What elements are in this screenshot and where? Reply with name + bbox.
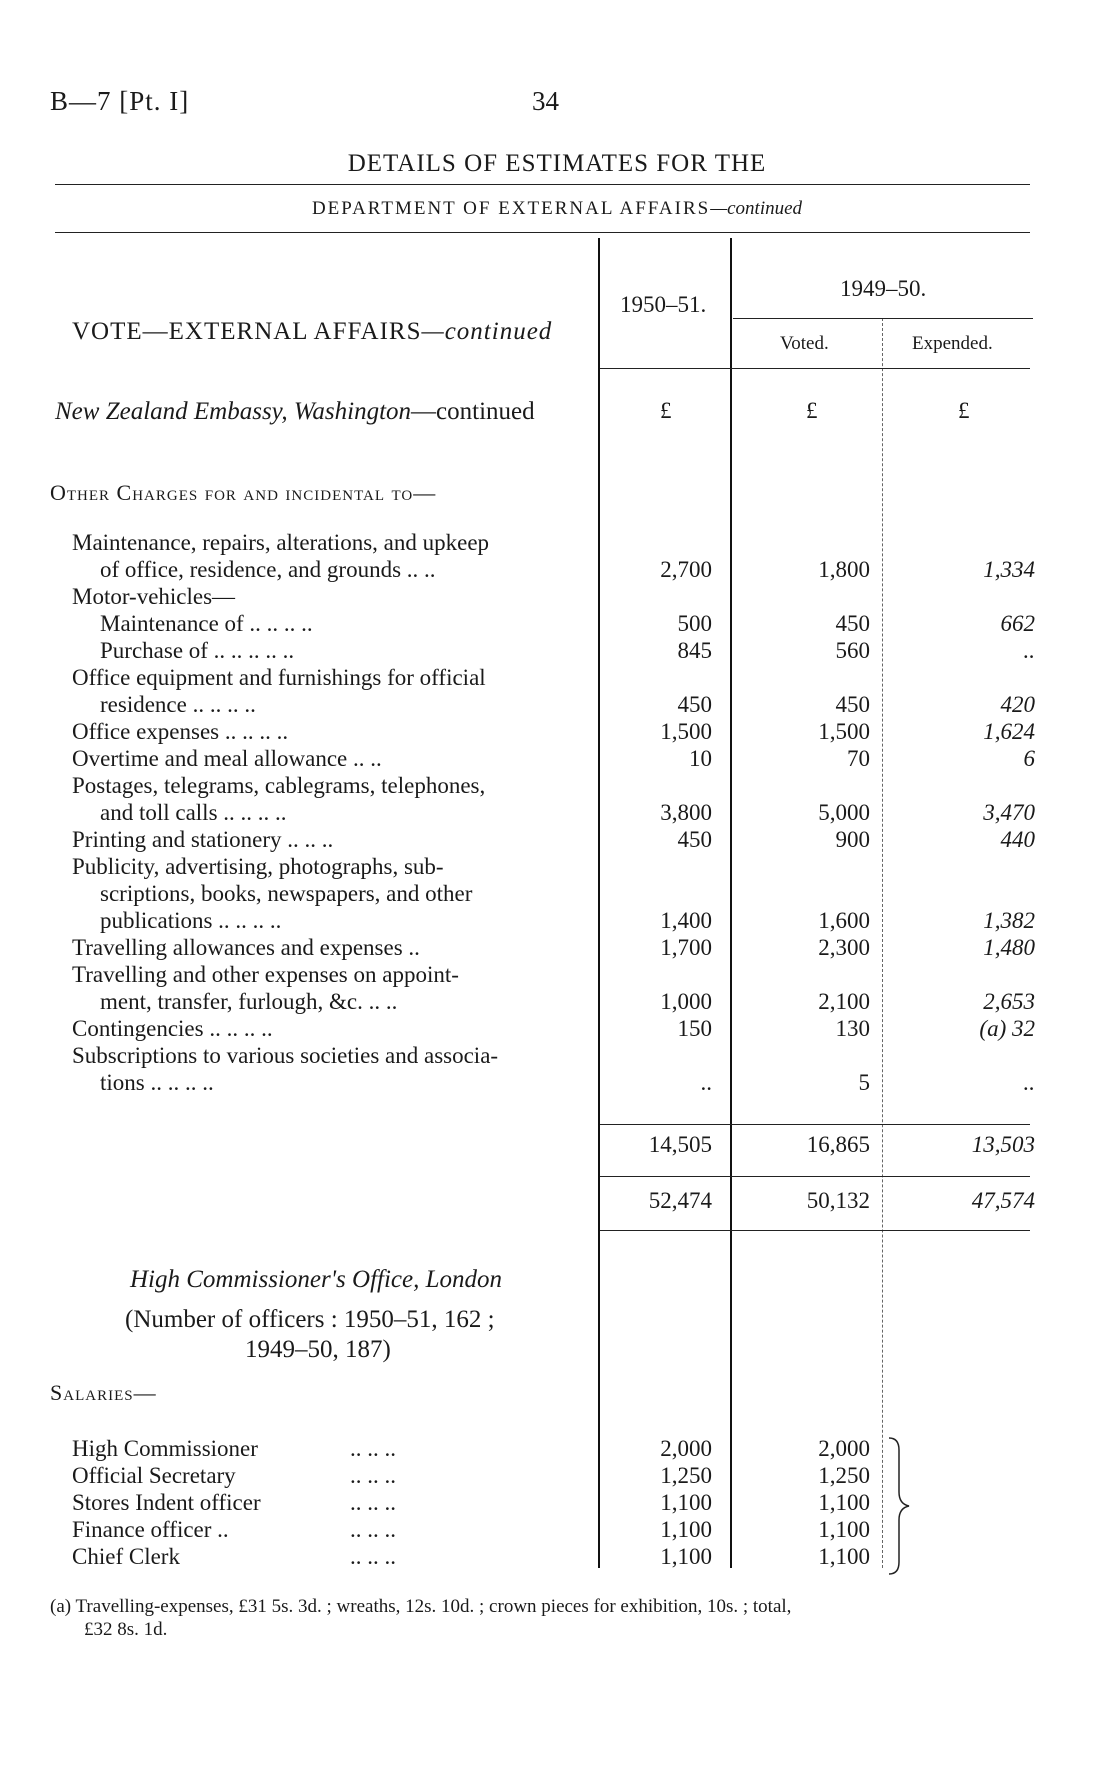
section-title-text: New Zealand Embassy, Washington: [55, 398, 412, 425]
currency-1: £: [660, 398, 672, 423]
salary-voted: 1,250: [818, 1463, 870, 1488]
total-expended: 47,574: [971, 1188, 1035, 1213]
vote-suffix: —continued: [421, 318, 553, 345]
footnote-line-1: (a) Travelling-expenses, £31 5s. 3d. ; wreaths, 12s. 10d. ; crown pieces for exhibition, 10s. ; total,: [50, 1596, 792, 1617]
charge-label: Office equipment and furnishings for official: [72, 665, 486, 690]
page-subtitle: [0, 198, 1114, 220]
salary-c1: 2,000: [660, 1436, 712, 1461]
cell-expended: 6: [1023, 746, 1035, 771]
cell-c1: 1,000: [660, 989, 712, 1014]
section-title-suffix: —continued: [411, 398, 535, 425]
cell-expended: ..: [1023, 1070, 1035, 1095]
salary-label: High Commissioner: [72, 1436, 258, 1461]
cell-expended: 1,624: [983, 719, 1035, 744]
charge-label: Contingencies .. .. .. ..: [72, 1016, 273, 1041]
cell-voted: 2,100: [818, 989, 870, 1014]
cell-voted: 1,500: [818, 719, 870, 744]
salary-voted: 1,100: [818, 1544, 870, 1569]
salary-c1: 1,100: [660, 1544, 712, 1569]
col-expended: Expended.: [912, 333, 993, 354]
currency-2: £: [806, 398, 818, 423]
cell-expended: ..: [1023, 638, 1035, 663]
charge-label: and toll calls .. .. .. ..: [100, 800, 287, 825]
leader-dots: .. .. ..: [350, 1463, 396, 1488]
salary-voted: 1,100: [818, 1517, 870, 1542]
cell-expended: 1,382: [983, 908, 1035, 933]
cell-c1: 10: [689, 746, 712, 771]
leader-dots: .. .. ..: [350, 1436, 396, 1461]
column-divider-1: [598, 238, 600, 1568]
page-number: 34: [532, 86, 559, 116]
charge-label: tions .. .. .. ..: [100, 1070, 214, 1095]
cell-expended: (a) 32: [979, 1016, 1035, 1041]
cell-expended: 1,480: [983, 935, 1035, 960]
cell-c1: 450: [677, 692, 712, 717]
salary-label: Finance officer ..: [72, 1517, 229, 1542]
subtotal-expended: 13,503: [971, 1132, 1035, 1157]
cell-c1: 450: [677, 827, 712, 852]
cell-expended: 440: [1000, 827, 1035, 852]
cell-voted: 5: [858, 1070, 870, 1095]
cell-c1: 3,800: [660, 800, 712, 825]
cell-c1: 1,400: [660, 908, 712, 933]
cell-voted: 560: [835, 638, 870, 663]
page-reference: B—7 [Pt. I]: [50, 86, 190, 116]
charge-label: Printing and stationery .. .. ..: [72, 827, 334, 852]
title-rule: [55, 184, 1030, 185]
col-voted: Voted.: [780, 333, 829, 354]
salary-c1: 1,100: [660, 1490, 712, 1515]
salaries-heading: Salaries—: [50, 1380, 157, 1405]
charge-label: Travelling allowances and expenses ..: [72, 935, 420, 960]
charge-label: Postages, telegrams, cablegrams, telephones,: [72, 773, 486, 798]
salary-label: Official Secretary: [72, 1463, 236, 1488]
charge-label: publications .. .. .. ..: [100, 908, 282, 933]
charge-label: Motor-vehicles—: [72, 584, 236, 609]
section-title-washington: [55, 398, 535, 426]
cell-c1: 1,500: [660, 719, 712, 744]
charge-label: Publicity, advertising, photographs, sub-: [72, 854, 444, 879]
charge-label: Maintenance of .. .. .. ..: [100, 611, 313, 636]
cell-voted: 1,800: [818, 557, 870, 582]
cell-expended: 1,334: [983, 557, 1035, 582]
charge-label: residence .. .. .. ..: [100, 692, 256, 717]
charge-label: Maintenance, repairs, alterations, and upkeep: [72, 530, 490, 555]
subtotal-1950: 14,505: [648, 1132, 712, 1157]
year-rule: [733, 318, 1033, 319]
currency-3: £: [958, 398, 970, 423]
cell-c1: 845: [677, 638, 712, 663]
cell-c1: ..: [700, 1070, 712, 1095]
cell-c1: 500: [677, 611, 712, 636]
cell-c1: 1,700: [660, 935, 712, 960]
cell-expended: 420: [1000, 692, 1035, 717]
vote-heading: [72, 318, 552, 346]
salary-voted: 2,000: [818, 1436, 870, 1461]
charge-label: ment, transfer, furlough, &c. .. ..: [100, 989, 398, 1014]
cell-voted: 70: [847, 746, 870, 771]
salary-c1: 1,100: [660, 1517, 712, 1542]
total-rule-top: [600, 1176, 1030, 1177]
section-title-london: High Commissioner's Office, London: [130, 1266, 503, 1293]
charge-label: Overtime and meal allowance .. ..: [72, 746, 382, 771]
brace-icon: [885, 1436, 915, 1576]
charge-label: Purchase of .. .. .. .. ..: [100, 638, 295, 663]
cell-expended: 662: [1000, 611, 1035, 636]
salary-c1: 1,250: [660, 1463, 712, 1488]
subtotal-rule: [600, 1124, 1030, 1125]
cell-c1: 150: [677, 1016, 712, 1041]
salary-voted: 1,100: [818, 1490, 870, 1515]
salary-label: Chief Clerk: [72, 1544, 180, 1569]
cell-voted: 450: [835, 611, 870, 636]
charge-label: of office, residence, and grounds .. ..: [100, 557, 436, 582]
charge-label: Travelling and other expenses on appoint-: [72, 962, 459, 987]
officers-line-1: (Number of officers : 1950–51, 162 ;: [125, 1306, 495, 1333]
leader-dots: .. .. ..: [350, 1544, 396, 1569]
cell-voted: 130: [835, 1016, 870, 1041]
footnote-line-2: £32 8s. 1d.: [84, 1619, 168, 1640]
charge-label: Office expenses .. .. .. ..: [72, 719, 289, 744]
cell-voted: 900: [835, 827, 870, 852]
footnote: [50, 1595, 1060, 1641]
officers-line-2: 1949–50, 187): [245, 1336, 391, 1363]
header-rule: [600, 368, 1030, 369]
subtotal-voted: 16,865: [806, 1132, 870, 1157]
cell-expended: 3,470: [983, 800, 1035, 825]
charge-label: scriptions, books, newspapers, and other: [100, 881, 473, 906]
subtitle-rule: [55, 232, 1030, 233]
charges-heading: Other Charges for and incidental to—: [50, 480, 437, 505]
vote-label: VOTE—EXTERNAL AFFAIRS: [72, 318, 422, 345]
page-title: DETAILS OF ESTIMATES FOR THE: [347, 150, 767, 177]
charge-label: Subscriptions to various societies and associa-: [72, 1043, 499, 1068]
salary-label: Stores Indent officer: [72, 1490, 261, 1515]
leader-dots: .. .. ..: [350, 1517, 396, 1542]
cell-voted: 450: [835, 692, 870, 717]
subtitle-text: DEPARTMENT OF EXTERNAL AFFAIRS: [311, 198, 711, 219]
col-1949-50: 1949–50.: [840, 276, 927, 301]
column-divider-3: [882, 318, 883, 1568]
total-voted: 50,132: [806, 1188, 870, 1213]
cell-expended: 2,653: [983, 989, 1035, 1014]
total-1950: 52,474: [648, 1188, 712, 1213]
subtitle-suffix: —continued: [710, 198, 803, 219]
column-divider-2: [730, 238, 732, 1568]
col-1950-51: 1950–51.: [620, 292, 707, 317]
cell-voted: 2,300: [818, 935, 870, 960]
cell-voted: 5,000: [818, 800, 870, 825]
total-rule-bottom: [600, 1230, 1030, 1231]
cell-c1: 2,700: [660, 557, 712, 582]
cell-voted: 1,600: [818, 908, 870, 933]
leader-dots: .. .. ..: [350, 1490, 396, 1515]
